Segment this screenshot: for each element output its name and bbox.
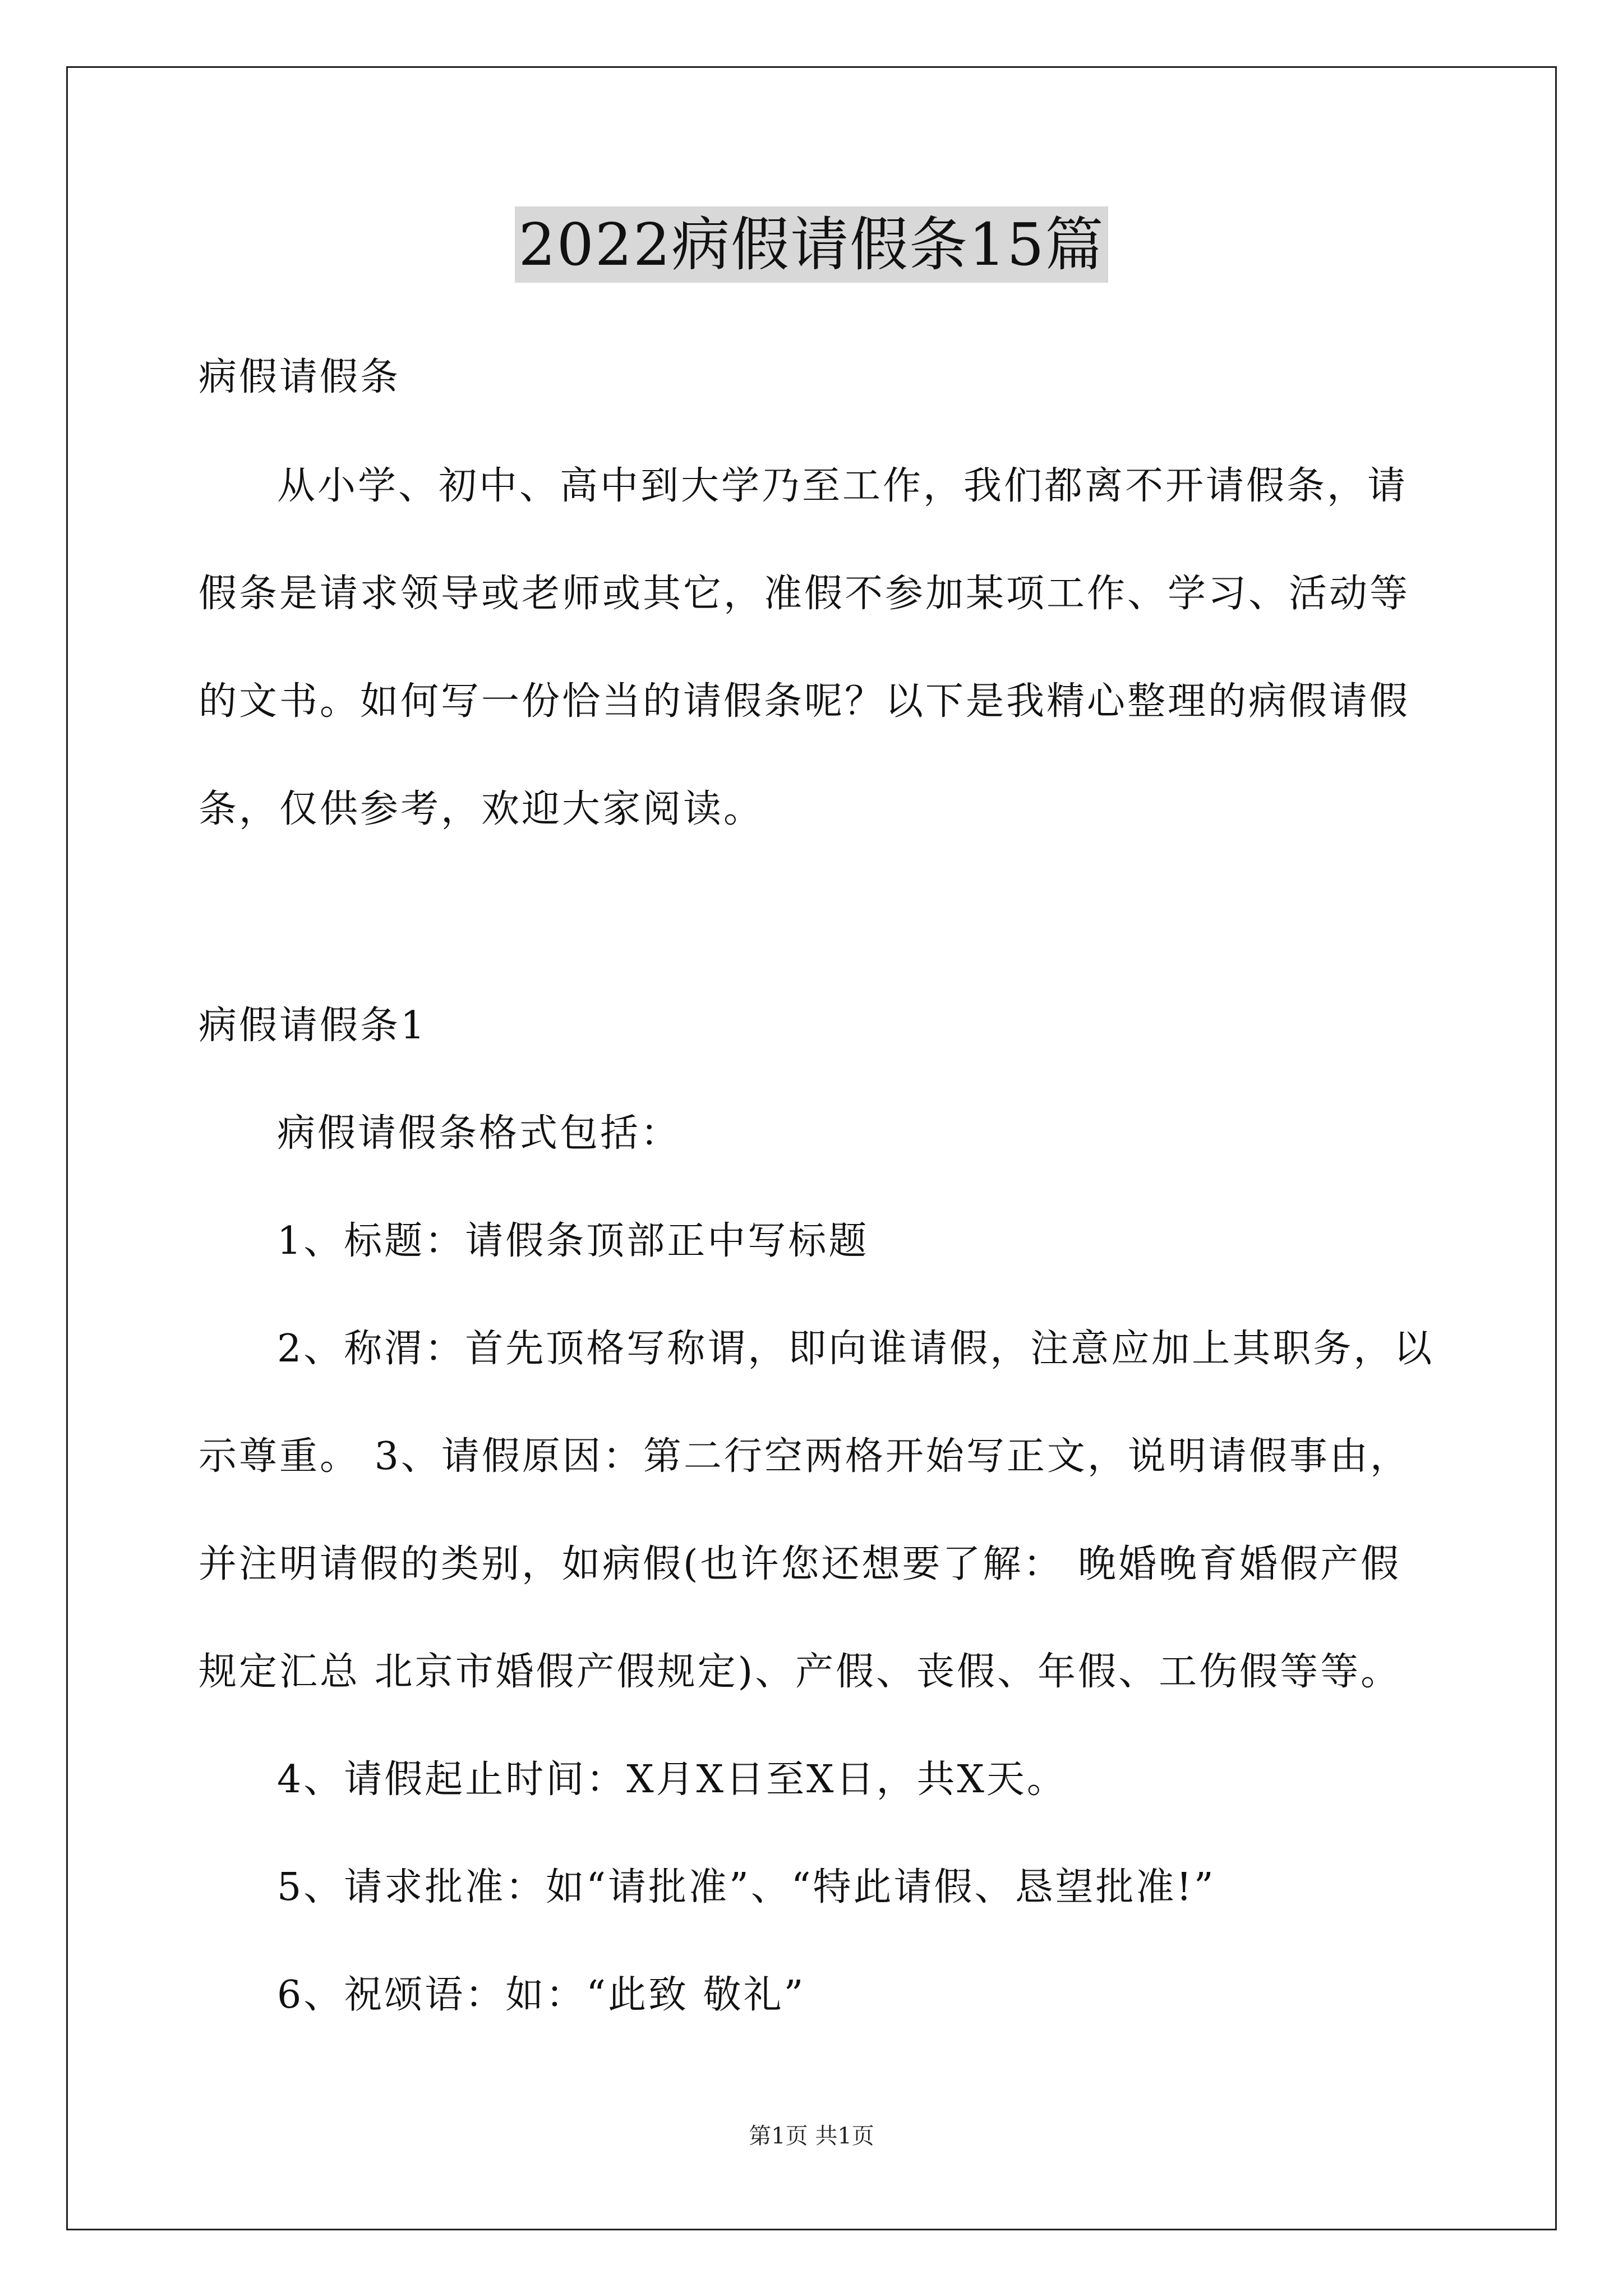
page-footer: 第1页 共1页 bbox=[749, 2123, 874, 2149]
document-title: 2022病假请假条15篇 bbox=[515, 206, 1108, 283]
section-heading: 病假请假条 bbox=[199, 355, 401, 399]
list-item-2-line-2: 示尊重。 3、请假原因：第二行空两格开始写正文，说明请假事由， bbox=[199, 1434, 1410, 1479]
format-heading: 病假请假条格式包括： bbox=[277, 1111, 681, 1156]
subsection-heading: 病假请假条1 bbox=[199, 1004, 427, 1048]
list-item-2-line-4: 规定汇总 北京市婚假产假规定)、产假、丧假、年假、工伤假等等。 bbox=[199, 1650, 1401, 1694]
list-item-2-line-3: 并注明请假的类别，如病假(也许您还想要了解： 晚婚晚育婚假产假 bbox=[199, 1542, 1401, 1586]
title-container bbox=[0, 206, 1623, 283]
list-item-4: 4、请假起止时间：X月X日至X日，共X天。 bbox=[277, 1757, 1067, 1802]
intro-line-1: 从小学、初中、高中到大学乃至工作，我们都离不开请假条，请 bbox=[277, 464, 1408, 508]
intro-line-2: 假条是请求领导或老师或其它，准假不参加某项工作、学习、活动等 bbox=[199, 572, 1410, 616]
intro-line-3: 的文书。如何写一份恰当的请假条呢？以下是我精心整理的病假请假 bbox=[199, 679, 1410, 724]
list-item-5: 5、请求批准：如“请批准”、“特此请假、恳望批准!” bbox=[277, 1865, 1216, 1910]
list-item-2-line-1: 2、称渭：首先顶格写称谓，即向谁请假，注意应加上其职务，以 bbox=[277, 1327, 1435, 1371]
list-item-1: 1、标题：请假条顶部正中写标题 bbox=[277, 1219, 869, 1263]
intro-line-4: 条，仅供参考，欢迎大家阅读。 bbox=[199, 787, 764, 831]
list-item-6: 6、祝颂语：如：“此致 敬礼” bbox=[277, 1973, 806, 2017]
